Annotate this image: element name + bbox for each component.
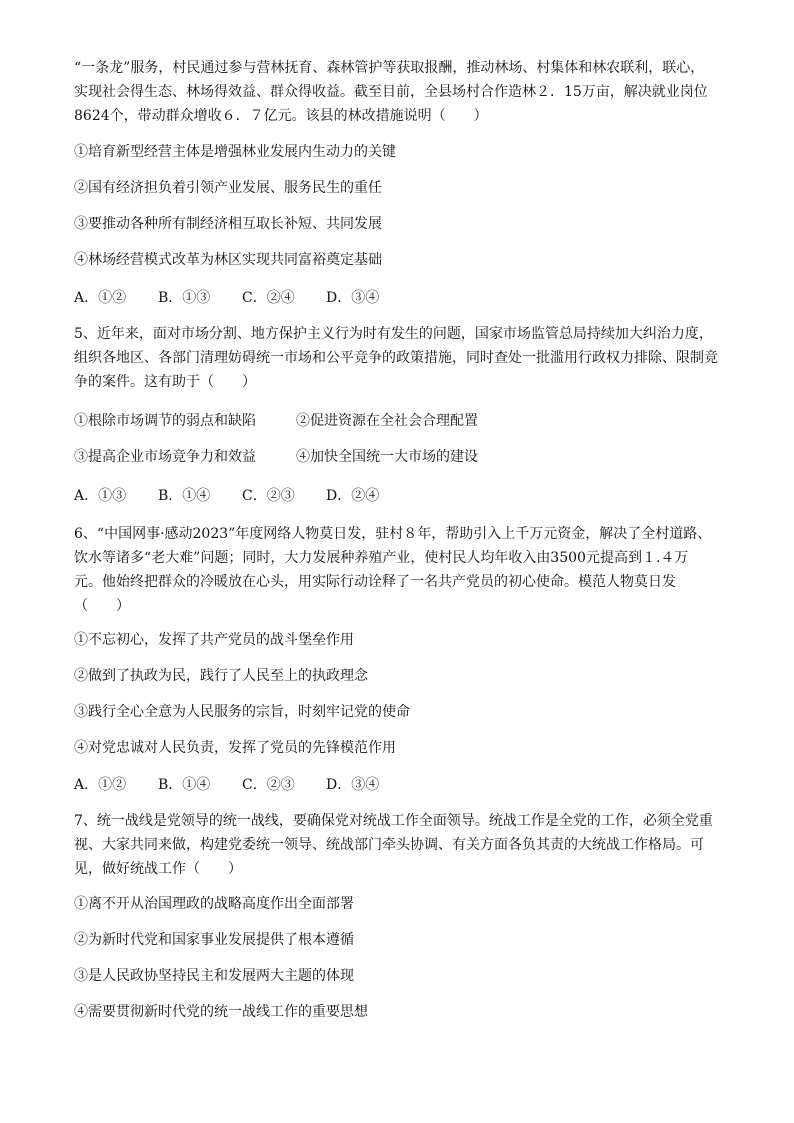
q7-option-4: ④需要贯彻新时代党的统一战线工作的重要思想 [74,1004,368,1020]
q6-answer-c: C．②③ [242,777,295,793]
q4-option-2: ②国有经济担负着引领产业发展、服务民生的重任 [74,180,382,196]
q5-answer-b: B．①④ [158,488,211,504]
q6-answer-a: A．①② [74,777,127,793]
q6-option-4: ④对党忠诚对人民负责，发挥了党员的先锋模范作用 [74,740,396,756]
q6-stem-line-1: 6、“中国网事·感动2023”年度网络人物莫日发，驻村８年，帮助引入上千万元资金，解决了全村道路、 [74,526,712,542]
q4-answer-b: B．①③ [158,290,211,306]
q7-stem-line-2: 视、大家共同来做，构建党委统一领导、统战部门牵头协调、有关方面各负其责的大统战工作格局。可 [74,837,704,853]
q5-answer-a: A．①③ [74,488,127,504]
q4-answer-row [74,288,379,308]
q6-stem-line-4: （ ） [74,598,130,614]
q5-stem-line-3: 争的案件。这有助于（ ） [74,374,256,390]
q4-option-1: ①培育新型经营主体是增强林业发展内生动力的关键 [74,144,396,160]
q6-option-3: ③践行全心全意为人民服务的宗旨，时刻牢记党的使命 [74,704,410,720]
q6-stem-line-2: 饮水等诸多“老大难”问题；同时，大力发展种养殖产业，使村民人均年收入由3500元提高到１.４万 [74,550,689,566]
q4-stem-line-2: 实现社会得生态、林场得效益、群众得收益。截至目前，全县场村合作造林２．15万亩，解决就业岗位 [74,84,708,100]
q6-stem-line-3: 元。他始终把群众的冷暖放在心头，用实际行动诠释了一名共产党员的初心使命。模范人物莫日发 [74,574,676,590]
q6-answer-d: D．③④ [326,777,380,793]
q4-option-4: ④林场经营模式改革为林区实现共同富裕奠定基础 [74,252,382,268]
q7-option-3: ③是人民政协坚持民主和发展两大主题的体现 [74,968,354,984]
q5-option-1: ①根除市场调节的弱点和缺陷 [74,413,256,429]
q5-option-2: ②促进资源在全社会合理配置 [296,413,478,429]
q4-answer-c: C．②④ [242,290,295,306]
q5-option-3: ③提高企业市场竞争力和效益 [74,449,256,465]
q7-stem-line-3: 见，做好统战工作（ ） [74,861,242,877]
q5-option-4: ④加快全国统一大市场的建设 [296,449,478,465]
q6-answer-row [74,775,379,795]
q5-answer-d: D．②④ [326,488,380,504]
q4-option-3: ③要推动各种所有制经济相互取长补短、共同发展 [74,216,382,232]
q4-stem-line-3: 8624个，带动群众增收６．７亿元。该县的林改措施说明（ ） [74,108,488,124]
q5-stem-line-1: 5、近年来，面对市场分割、地方保护主义行为时有发生的问题，国家市场监管总局持续加大纠治力度， [74,326,713,342]
q7-option-2: ②为新时代党和国家事业发展提供了根本遵循 [74,932,354,948]
q6-option-2: ②做到了执政为民，践行了人民至上的执政理念 [74,668,368,684]
q6-option-1: ①不忘初心，发挥了共产党员的战斗堡垒作用 [74,632,354,648]
q5-answer-row [74,486,379,506]
q7-option-1: ①离不开从治国理政的战略高度作出全面部署 [74,896,354,912]
q5-answer-c: C．②③ [242,488,295,504]
q4-stem-line-1: “一条龙”服务，村民通过参与营林抚育、森林管护等获取报酬，推动林场、村集体和林农联利，联心， [74,60,705,76]
q7-stem-line-1: 7、统一战线是党领导的统一战线，要确保党对统战工作全面领导。统战工作是全党的工作，必须全党重 [74,813,713,829]
q5-stem-line-2: 组织各地区、各部门清理妨碍统一市场和公平竞争的政策措施，同时查处一批滥用行政权力排除、限制竞 [74,350,718,366]
q6-answer-b: B．①④ [158,777,211,793]
q4-answer-a: A．①② [74,290,127,306]
q4-answer-d: D．③④ [326,290,380,306]
